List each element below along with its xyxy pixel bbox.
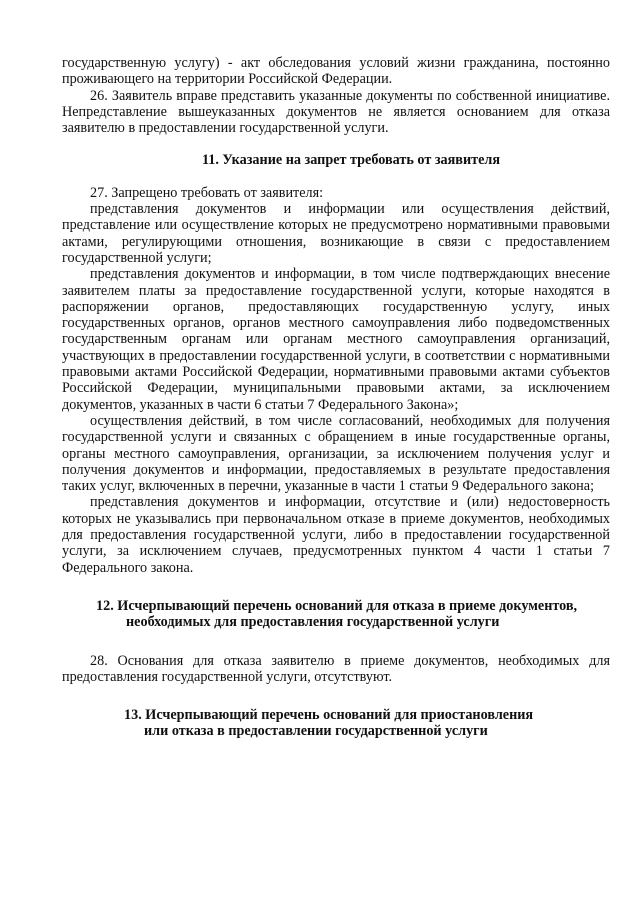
list-item: представления документов и информации, в том числе подтверждающих внесение заявителем платы за предоставление государственной услуги, которые находятся в распоряжении органов, предоставляющих государственную услугу, иных государственных органов, органов местного самоуправления либо подведомственных государственным органам или органам местного самоуправления организаций, участвующих в предоставлении государственной услуги, в соответствии с нормативными правовыми актами Российской Федерации, нормативными правовыми актами субъектов Российской Федерации, муниципальными правовыми актами, за исключением документов, указанных в части 6 статьи 7 Федерального Закона»; — [62, 266, 610, 413]
paragraph-continuation: государственную услугу) - акт обследования условий жизни гражданина, постоянно проживающего на территории Российской Федерации. — [62, 55, 610, 88]
section-12-heading-line2: необходимых для предоставления государственной услуги — [126, 614, 500, 631]
section-13-heading-line2: или отказа в предоставлении государственной услуги — [144, 723, 488, 740]
paragraph-26: 26. Заявитель вправе представить указанные документы по собственной инициативе. Непредставление вышеуказанных документов не является основанием для отказа заявителю в предоставлении государственной услуги. — [62, 87, 610, 137]
section-11-heading: 11. Указание на запрет требовать от заявителя — [201, 152, 501, 169]
list-item: представления документов и информации, отсутствие и (или) недостоверность которых не указывались при первоначальном отказе в приеме документов, необходимых для предоставления государственной услуги, либо в предоставлении государственной услуги, за исключением случаев, предусмотренных пунктом 4 части 1 статьи 7 Федерального закона. — [62, 494, 610, 576]
paragraph-27-intro: 27. Запрещено требовать от заявителя: — [90, 184, 324, 201]
list-item: осуществления действий, в том числе согласований, необходимых для получения государственной услуги и связанных с обращением в иные государственные органы, органы местного самоуправления, организации, за исключением получения услуг и получения документов и информации, предоставляемых в результате предоставления таких услуг, включенных в перечни, указанные в части 1 статьи 9 Федерального закона; — [62, 412, 610, 495]
list-item: представления документов и информации или осуществления действий, представление или осуществление которых не предусмотрено нормативными правовыми актами, регулирующими отношения, возникающие в связи с предоставлением государственной услуги; — [62, 201, 610, 266]
paragraph-28: 28. Основания для отказа заявителю в приеме документов, необходимых для предоставления государственной услуги, отсутствуют. — [62, 652, 610, 685]
section-13-heading — [62, 707, 610, 740]
section-12-heading-line1: 12. Исчерпывающий перечень оснований для отказа в приеме документов, — [96, 597, 578, 614]
section-12-heading — [62, 598, 610, 631]
section-13-heading-line1: 13. Исчерпывающий перечень оснований для приостановления — [124, 707, 534, 724]
